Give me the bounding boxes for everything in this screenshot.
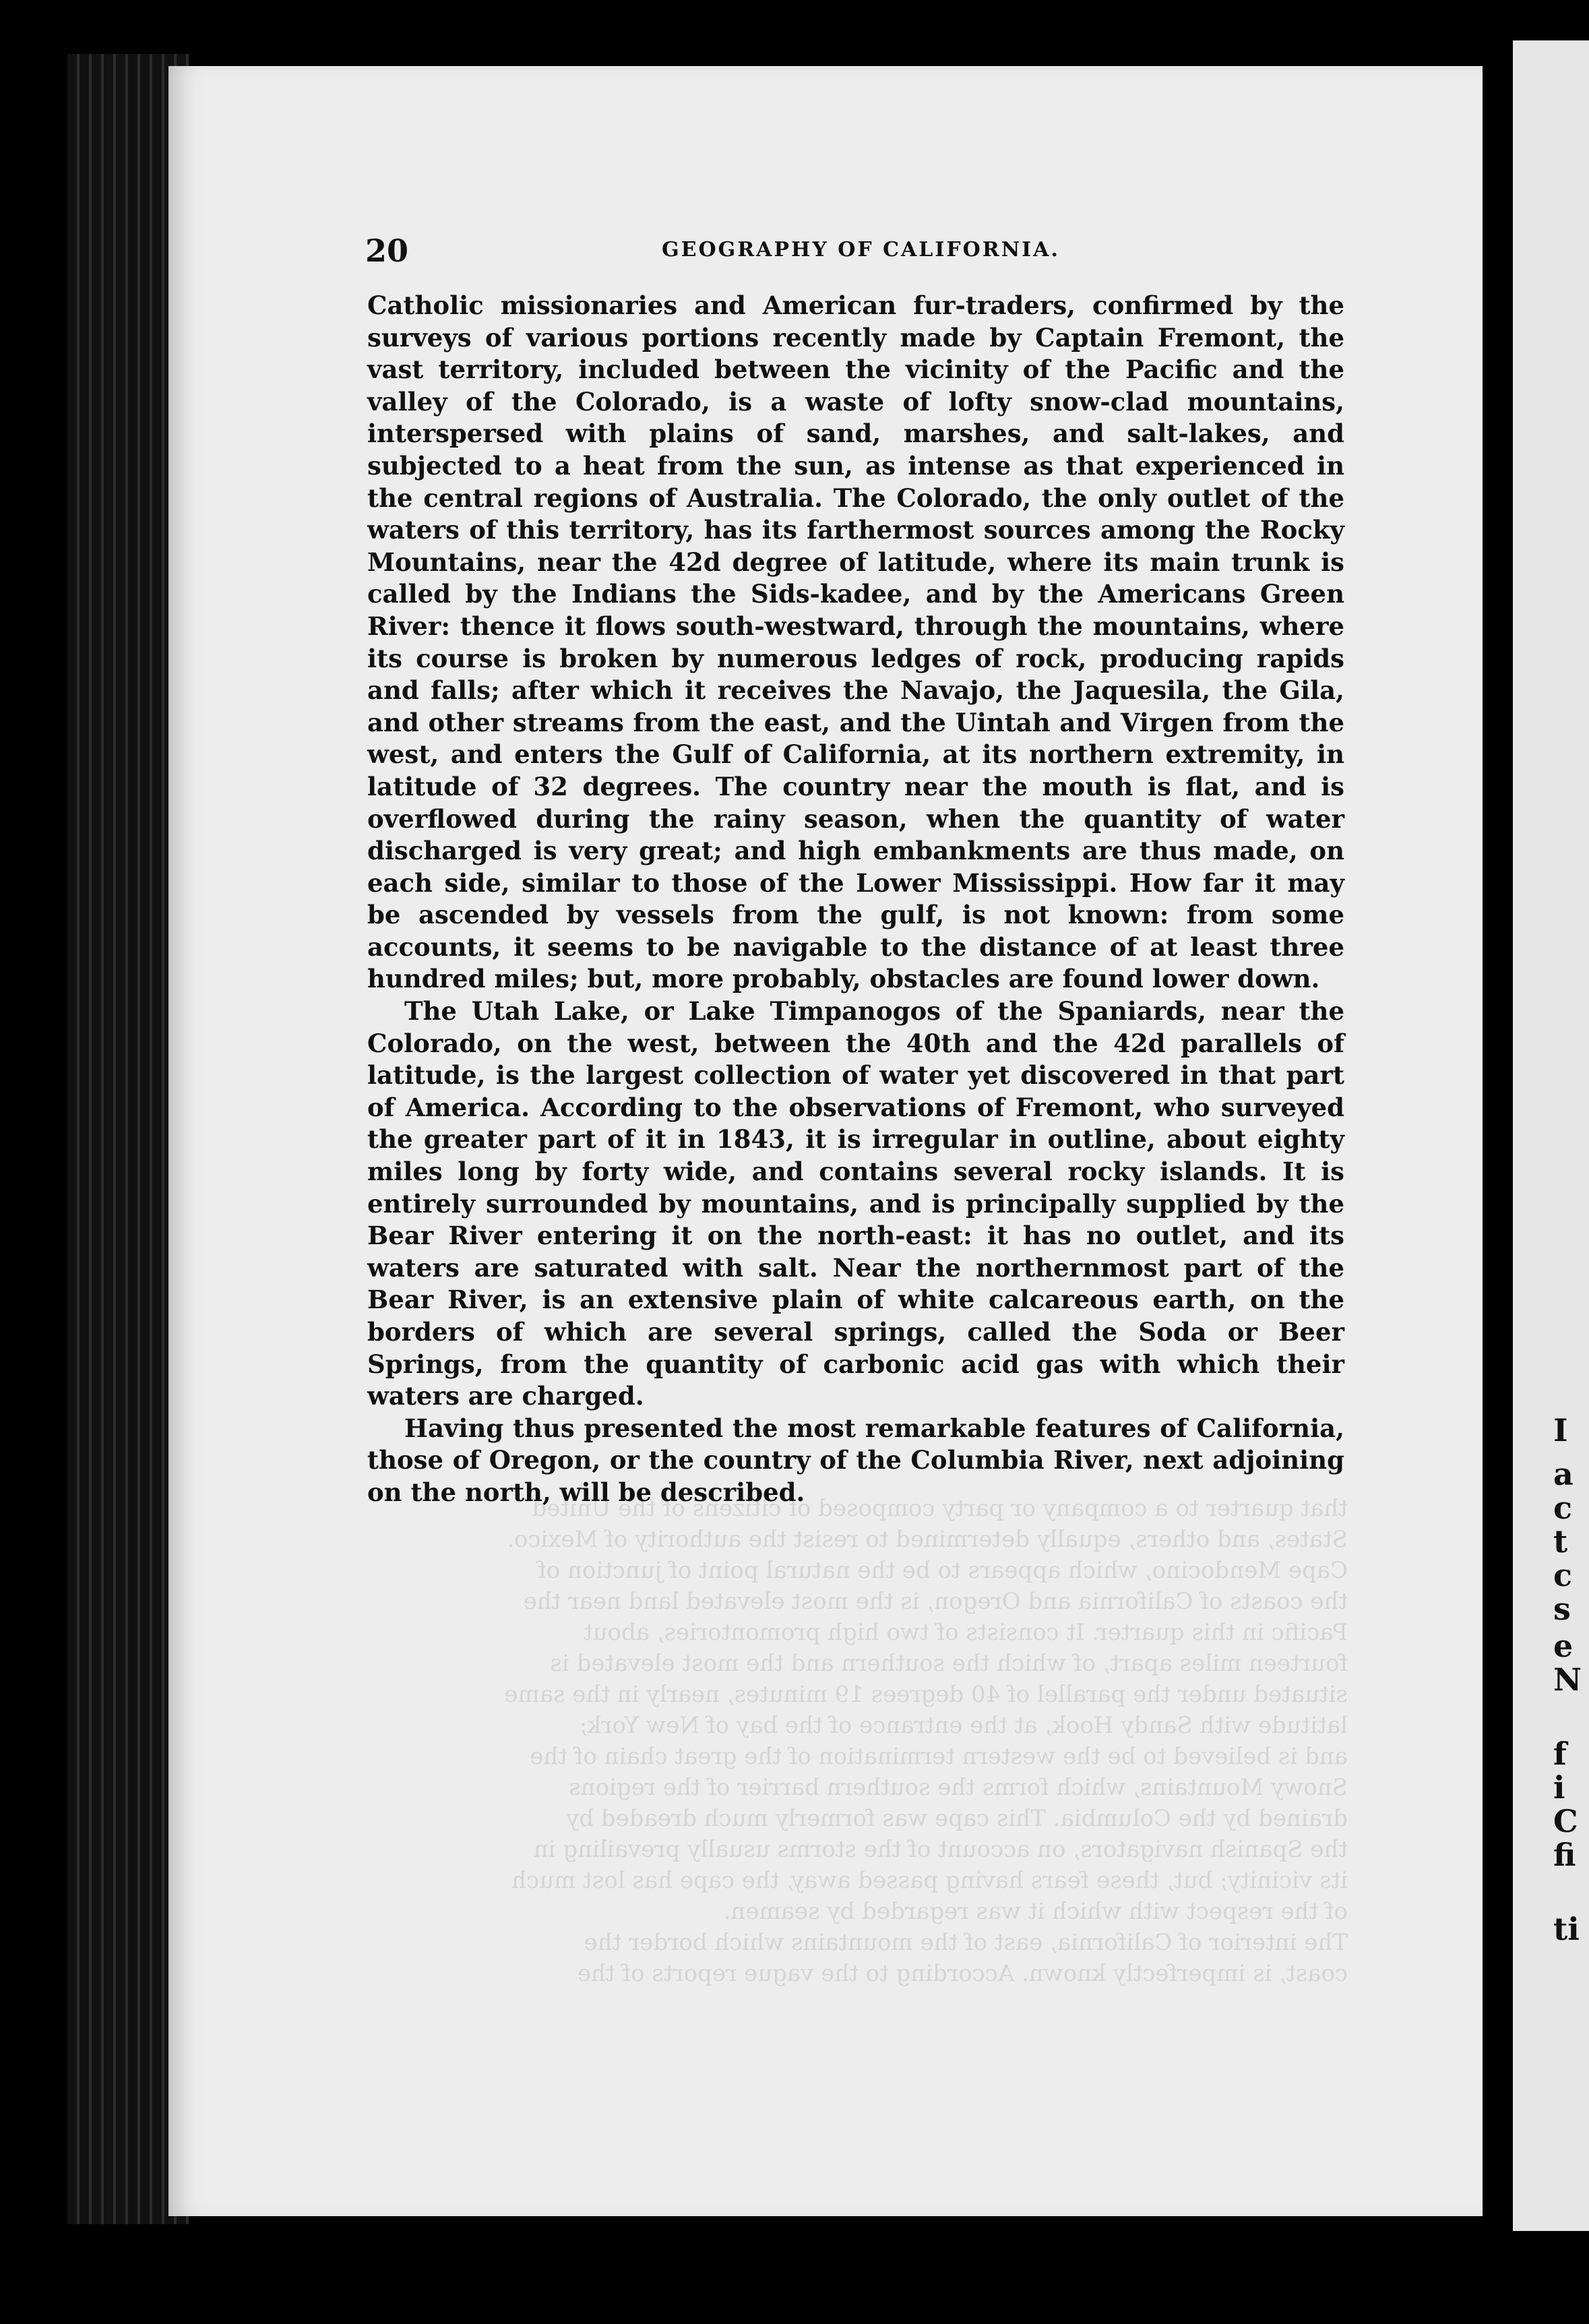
- bleed-through-line: latitude with Sandy Hook, at the entrance of the bay of New York;: [580, 1712, 1348, 1739]
- bleed-through-line: the Spanish navigators, on account of the storms usually prevailing in: [533, 1836, 1348, 1863]
- paragraph: Having thus presented the most remarkable features of California, those of Oregon, or the country of the Columbia River, next adjoining on the north, will be described.: [367, 1413, 1344, 1507]
- paragraph: The Utah Lake, or Lake Timpanogos of the Spaniards, near the Colorado, on the west, between the 40th and the 42d parallels of latitude, is the largest collection of water yet discovered in that part of America. According to the observations of Fremont, who surveyed the greater part of it in 1843, it is irregular in outline, about eighty miles long by forty wide, and contains several rocky islands. It is entirely surrounded by mountains, and is principally supplied by the Bear River entering it on the north-east: it has no outlet, and its waters are saturated with salt. Near the northernmost part of the Bear River, is an extensive plain of white calcareous earth, on the borders of which are several springs, called the Soda or Beer Springs, from the quantity of carbonic acid gas with which their waters are charged.: [367, 996, 1344, 1411]
- bleed-through-text: [404, 1493, 1348, 1989]
- facing-page-letter: f: [1553, 1736, 1567, 1772]
- facing-page-letter: ti: [1553, 1911, 1580, 1947]
- paragraph: Catholic missionaries and American fur-traders, confirmed by the surveys of various portions recently made by Captain Fremont, the vast territory, included between the vicinity of the Pacific and the valley of the Colorado, is a waste of lofty snow-clad mountains, interspersed with plains of sand, marshes, and salt-lakes, and subjected to a heat from the sun, as intense as that experienced in the central regions of Australia. The Colorado, the only outlet of the waters of this territory, has its farthermost sources among the Rocky Mountains, near the 42d degree of latitude, where its main trunk is called by the Indians the Sids-kadee, and by the Americans Green River: thence it flows south-westward, through the mountains, where its course is broken by numerous ledges of rock, producing rapids and falls; after which it receives the Navajo, the Jaquesila, the Gila, and other streams from the east, and the Uintah and Virgen from the west, and enters the Gulf of California, at its northern extremity, in latitude of 32 degrees. The country near the mouth is flat, and is overflowed during the rainy season, when the quantity of water discharged is very great; and high embankments are thus made, on each side, similar to those of the Lower Mississippi. How far it may be ascended by vessels from the gulf, is not known: from some accounts, it seems to be navigable to the distance of at least three hundred miles; but, more probably, obstacles are found lower down.: [367, 290, 1344, 994]
- page-number: 20: [365, 233, 409, 269]
- bleed-through-line: and is believed to be the western termination of the great chain of the: [530, 1743, 1348, 1770]
- facing-page-letter: N: [1553, 1661, 1582, 1698]
- bleed-through-line: Snowy Mountains, which forms the southern barrier of the regions: [569, 1774, 1348, 1801]
- bleed-through-line: Pacific in this quarter. It consists of two high promontories, about: [583, 1619, 1348, 1646]
- bleed-through-line: its vicinity; but, these fears having passed away, the cape has lost much: [511, 1867, 1348, 1894]
- facing-page-letter: a: [1553, 1456, 1574, 1492]
- facing-page-letter: I: [1553, 1412, 1568, 1448]
- bleed-through-line: drained by the Columbia. This cape was formerly much dreaded by: [566, 1805, 1348, 1832]
- facing-page-letter: fi: [1553, 1837, 1576, 1873]
- facing-page-edge: [1513, 40, 1589, 2231]
- facing-page-letter: t: [1553, 1523, 1568, 1560]
- facing-page-letter: s: [1553, 1591, 1571, 1627]
- bleed-through-line: The interior of California, east of the mountains which border the: [584, 1929, 1348, 1956]
- bleed-through-line: the coasts of California and Oregon, is the most elevated land near the: [523, 1588, 1348, 1615]
- facing-page-letter: e: [1553, 1628, 1574, 1664]
- running-title: GEOGRAPHY OF CALIFORNIA.: [662, 238, 1060, 262]
- bleed-through-line: situated under the parallel of 40 degrees 19 minutes, nearly in the same: [504, 1681, 1348, 1708]
- bleed-through-line: coast, is imperfectly known. According to the vague reports of the: [577, 1960, 1348, 1987]
- facing-page-letter: i: [1553, 1769, 1565, 1806]
- bleed-through-line: States, and others, equally determined to resist the authority of Mexico.: [507, 1526, 1348, 1553]
- bleed-through-line: fourteen miles apart, of which the southern and the most elevated is: [550, 1650, 1348, 1677]
- facing-page-letter: c: [1553, 1557, 1573, 1593]
- bleed-through-line: Cape Mendocino, which appears to be the natural point of junction of: [538, 1557, 1348, 1584]
- facing-page-letter: c: [1553, 1490, 1573, 1526]
- facing-page-letter: C: [1553, 1803, 1578, 1839]
- bleed-through-line: of the respect with which it was regarded by seamen.: [723, 1898, 1348, 1925]
- page-header: [365, 233, 1342, 273]
- bleed-through-line: that quarter to a company or party composed of citizens of the United: [532, 1495, 1348, 1522]
- body-text: [367, 290, 1344, 1509]
